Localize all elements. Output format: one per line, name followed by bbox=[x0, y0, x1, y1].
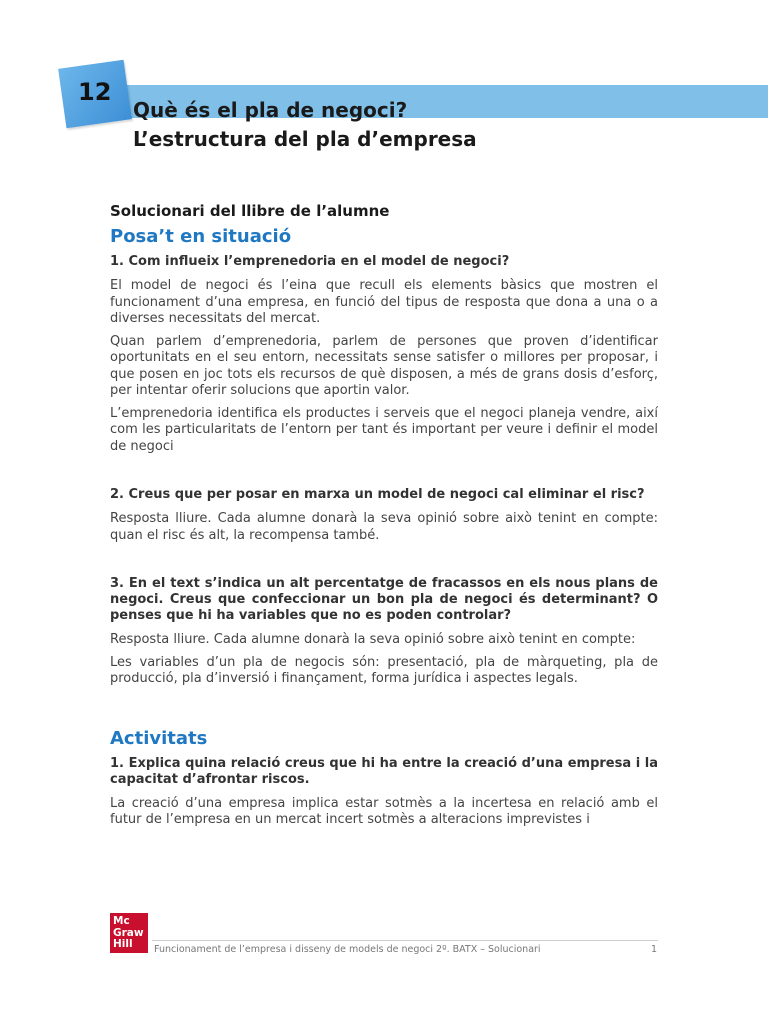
answer-paragraph: Resposta lliure. Cada alumne donarà la seva opinió sobre això tenint en compte: bbox=[110, 632, 636, 647]
section-heading-activitats: Activitats bbox=[110, 727, 208, 749]
footer-text: Funcionament de l’empresa i disseny de models de negoci 2º. BATX – Solucionari bbox=[154, 944, 541, 955]
answer-paragraph: Les variables d’un pla de negocis són: presentació, pla de màrqueting, pla de producció, pla d’inversió i finançament, forma jurídica i aspectes legals. bbox=[110, 654, 658, 686]
document-body bbox=[110, 202, 658, 835]
page-number: 1 bbox=[651, 944, 658, 955]
answer-paragraph: El model de negoci és l’eina que recull els elements bàsics que mostren el funcionament d’una empresa, en funció del tipus de resposta que dona a una o a diverses necessitats del mercat. bbox=[110, 278, 658, 326]
section-heading-situacio: Posa’t en situació bbox=[110, 226, 292, 247]
document-subtitle: Solucionari del llibre de l’alumne bbox=[110, 202, 390, 220]
answer-paragraph: La creació d’una empresa implica estar sotmès a la incertesa en relació amb el futur de l’empresa en un mercat incert sotmès a alteracions imprevistes i bbox=[110, 795, 658, 827]
answer-paragraph: Resposta lliure. Cada alumne donarà la seva opinió sobre això tenint en compte: quan el risc és alt, la recompensa també. bbox=[110, 511, 658, 543]
footer-divider bbox=[152, 940, 658, 941]
question-1: 1. Com influeix l’emprenedoria en el model de negoci? bbox=[110, 254, 510, 269]
title-line-1: Què és el pla de negoci? bbox=[133, 98, 408, 122]
title-line-2: L’estructura del pla d’empresa bbox=[133, 127, 477, 151]
chapter-number: 12 bbox=[78, 78, 112, 106]
activity-question-1: 1. Explica quina relació creus que hi ha entre la creació d’una empresa i la capacitat d’afrontar riscos. bbox=[110, 755, 658, 787]
page-title bbox=[133, 96, 477, 154]
question-2: 2. Creus que per posar en marxa un model de negoci cal eliminar el risc? bbox=[110, 487, 645, 502]
answer-paragraph: Quan parlem d’emprenedoria, parlem de persones que proven d’identificar oportunitats en el seu entorn, necessitats sense satisfer o millores per proposar, i que posen en joc tots els recursos de què disposen, a més de grans dosis d’esforç, per intentar oferir solucions que aportin valor. bbox=[110, 333, 658, 398]
question-3: 3. En el text s’indica un alt percentatge de fracassos en els nous plans de negoci. Creus que confeccionar un bon pla de negoci és determinant? O penses que hi ha variables que no es poden controlar? bbox=[110, 576, 658, 623]
answer-paragraph: L’emprenedoria identifica els productes i serveis que el negoci planeja vendre, així com les particularitats de l’entorn per tant és important per veure i definir el model de negoci bbox=[110, 405, 658, 454]
mcgraw-hill-logo: Mc Graw Hill bbox=[110, 913, 148, 953]
